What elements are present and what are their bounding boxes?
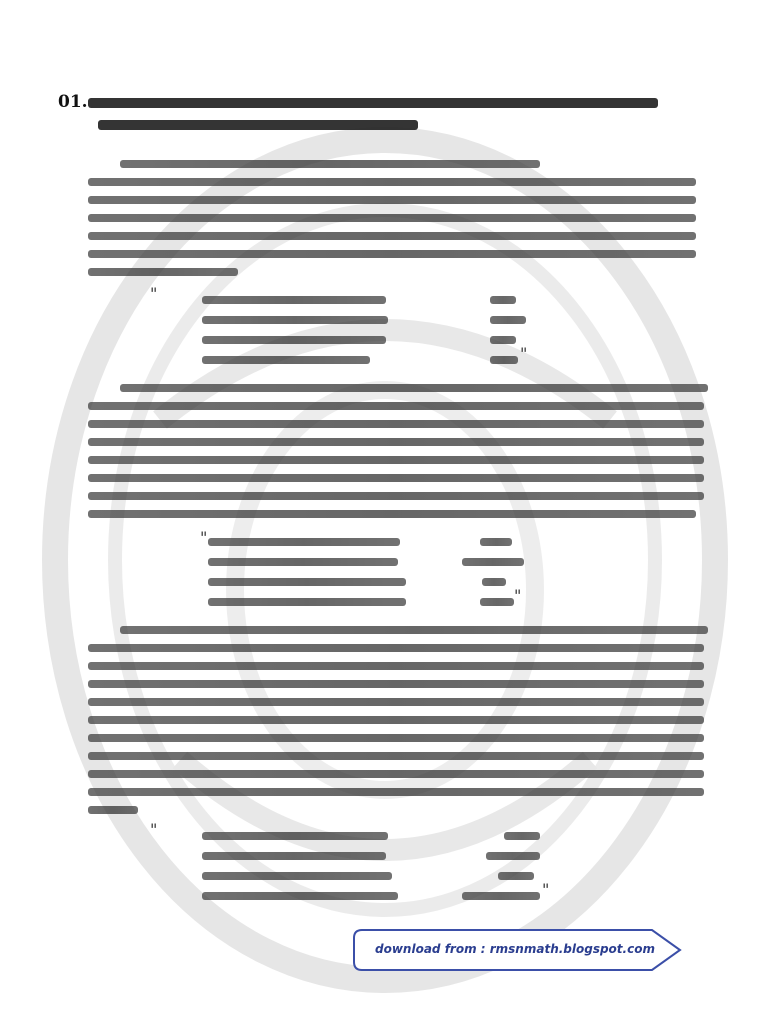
quote-open: " bbox=[150, 284, 158, 303]
quote-open: " bbox=[150, 820, 158, 839]
quote-close: " bbox=[542, 880, 550, 899]
download-link-text[interactable]: download from : rmsnmath.blogspot.com bbox=[375, 942, 655, 956]
quote-close: " bbox=[514, 586, 522, 605]
quote-open: " bbox=[200, 528, 208, 547]
download-banner[interactable] bbox=[352, 928, 682, 972]
quote-close: " bbox=[520, 344, 528, 363]
question-number: 01. bbox=[58, 92, 88, 112]
